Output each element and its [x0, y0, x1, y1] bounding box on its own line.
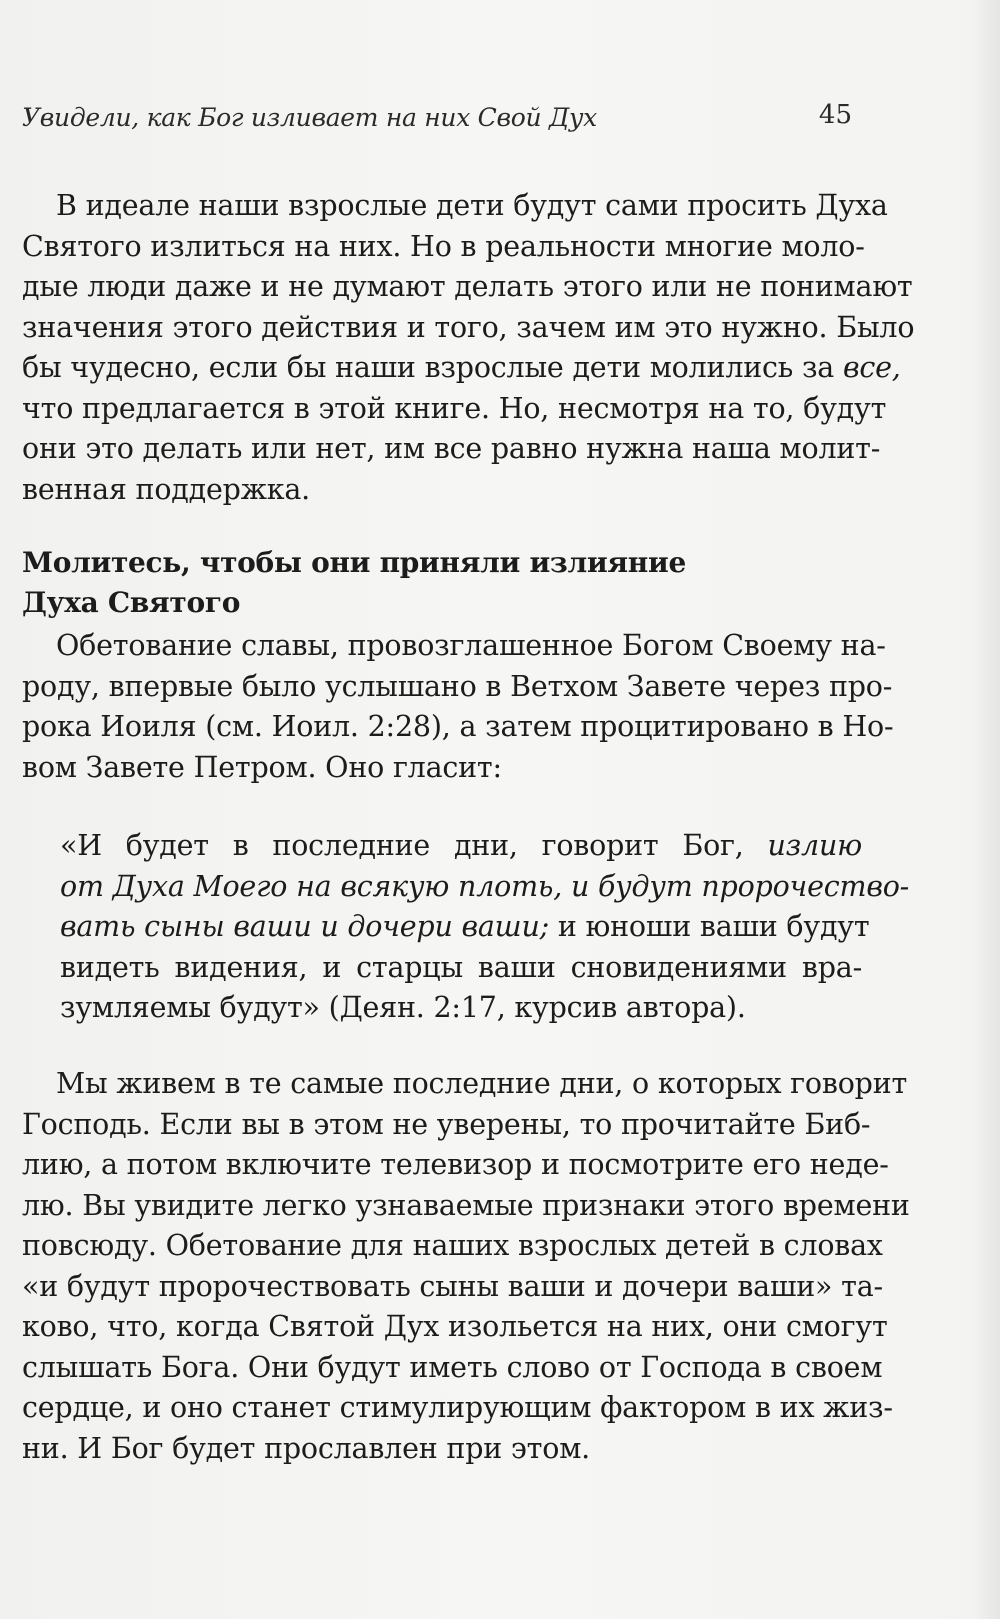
text-line: ни. И Бог будет прославлен при этом. — [22, 1431, 591, 1465]
text-line: они это делать или нет, им все равно нужна наша молит- — [22, 432, 881, 465]
paragraph-3 — [22, 1064, 910, 1469]
quote-line — [60, 826, 862, 867]
text-line: слышать Бога. Они будут иметь слово от Господа в своем — [22, 1350, 883, 1384]
section-heading — [22, 543, 862, 623]
quote-line: от Духа Моего на всякую плоть, и будут пророчество- — [60, 869, 910, 903]
text-line: Обетование славы, провозглашенное Богом Своему на- — [56, 629, 886, 662]
text-line: Господь. Если вы в этом не уверены, то прочитайте Биб- — [22, 1107, 871, 1141]
text-line: лию, а потом включите телевизор и посмотрите его неде- — [22, 1148, 889, 1181]
paragraph-1 — [22, 186, 915, 510]
quote-line: видеть видения, и старцы ваши сновидениями вра- — [60, 950, 862, 984]
text-line: лю. Вы увидите легко узнаваемые признаки этого времени — [22, 1188, 910, 1222]
emphasis-text: все, — [842, 351, 901, 384]
quote-italic: вать сыны ваши и дочери ваши; — [60, 910, 550, 943]
text-line: Святого излиться на них. Но в реальности многие моло- — [22, 229, 865, 263]
scripture-quote — [60, 826, 910, 1029]
quote-segment: и юноши ваши будут — [557, 910, 870, 943]
page-edge-shadow — [972, 0, 1000, 1619]
text-line: рока Иоиля (см. Иоил. 2:28), а затем процитировано в Но- — [22, 710, 894, 743]
running-title: Увидели, как Бог изливает на них Свой Дух — [22, 103, 597, 132]
quote-segment: «И будет в последние дни, говорит Бог, — [60, 829, 744, 862]
text-line: что предлагается в этой книге. Но, несмотря на то, будут — [22, 391, 887, 425]
text-line: дые люди даже и не думают делать этого или не понимают — [22, 270, 913, 303]
page-number: 45 — [818, 100, 852, 130]
text-line: роду, впервые было услышано в Ветхом Завете через про- — [22, 669, 893, 703]
heading-line: Духа Святого — [22, 586, 241, 619]
text-line: вом Завете Петром. Оно гласит: — [22, 750, 502, 784]
quote-italic: излию — [767, 829, 863, 862]
text-line: Мы живем в те самые последние дни, о которых говорит — [56, 1067, 908, 1100]
quote-line: зумляемы будут» (Деян. 2:17, курсив автора). — [60, 991, 746, 1024]
text-line: венная поддержка. — [22, 472, 310, 506]
text-line: сердце, и оно станет стимулирующим фактором в их жиз- — [22, 1391, 893, 1424]
paragraph-2 — [22, 626, 894, 788]
text-line: ково, что, когда Святой Дух изольется на них, они смогут — [22, 1310, 888, 1343]
text-line: повсюду. Обетование для наших взрослых детей в словах — [22, 1229, 883, 1262]
text-line: значения этого действия и того, зачем им это нужно. Было — [22, 310, 915, 344]
text-line — [22, 348, 901, 389]
quote-line — [60, 907, 870, 948]
text-segment: бы чудесно, если бы наши взрослые дети молились за — [22, 351, 835, 384]
heading-line: Молитесь, чтобы они приняли излияние — [22, 546, 686, 579]
text-line: «и будут пророчествовать сыны ваши и дочери ваши» та- — [22, 1269, 883, 1303]
text-line: В идеале наши взрослые дети будут сами просить Духа — [56, 189, 888, 222]
